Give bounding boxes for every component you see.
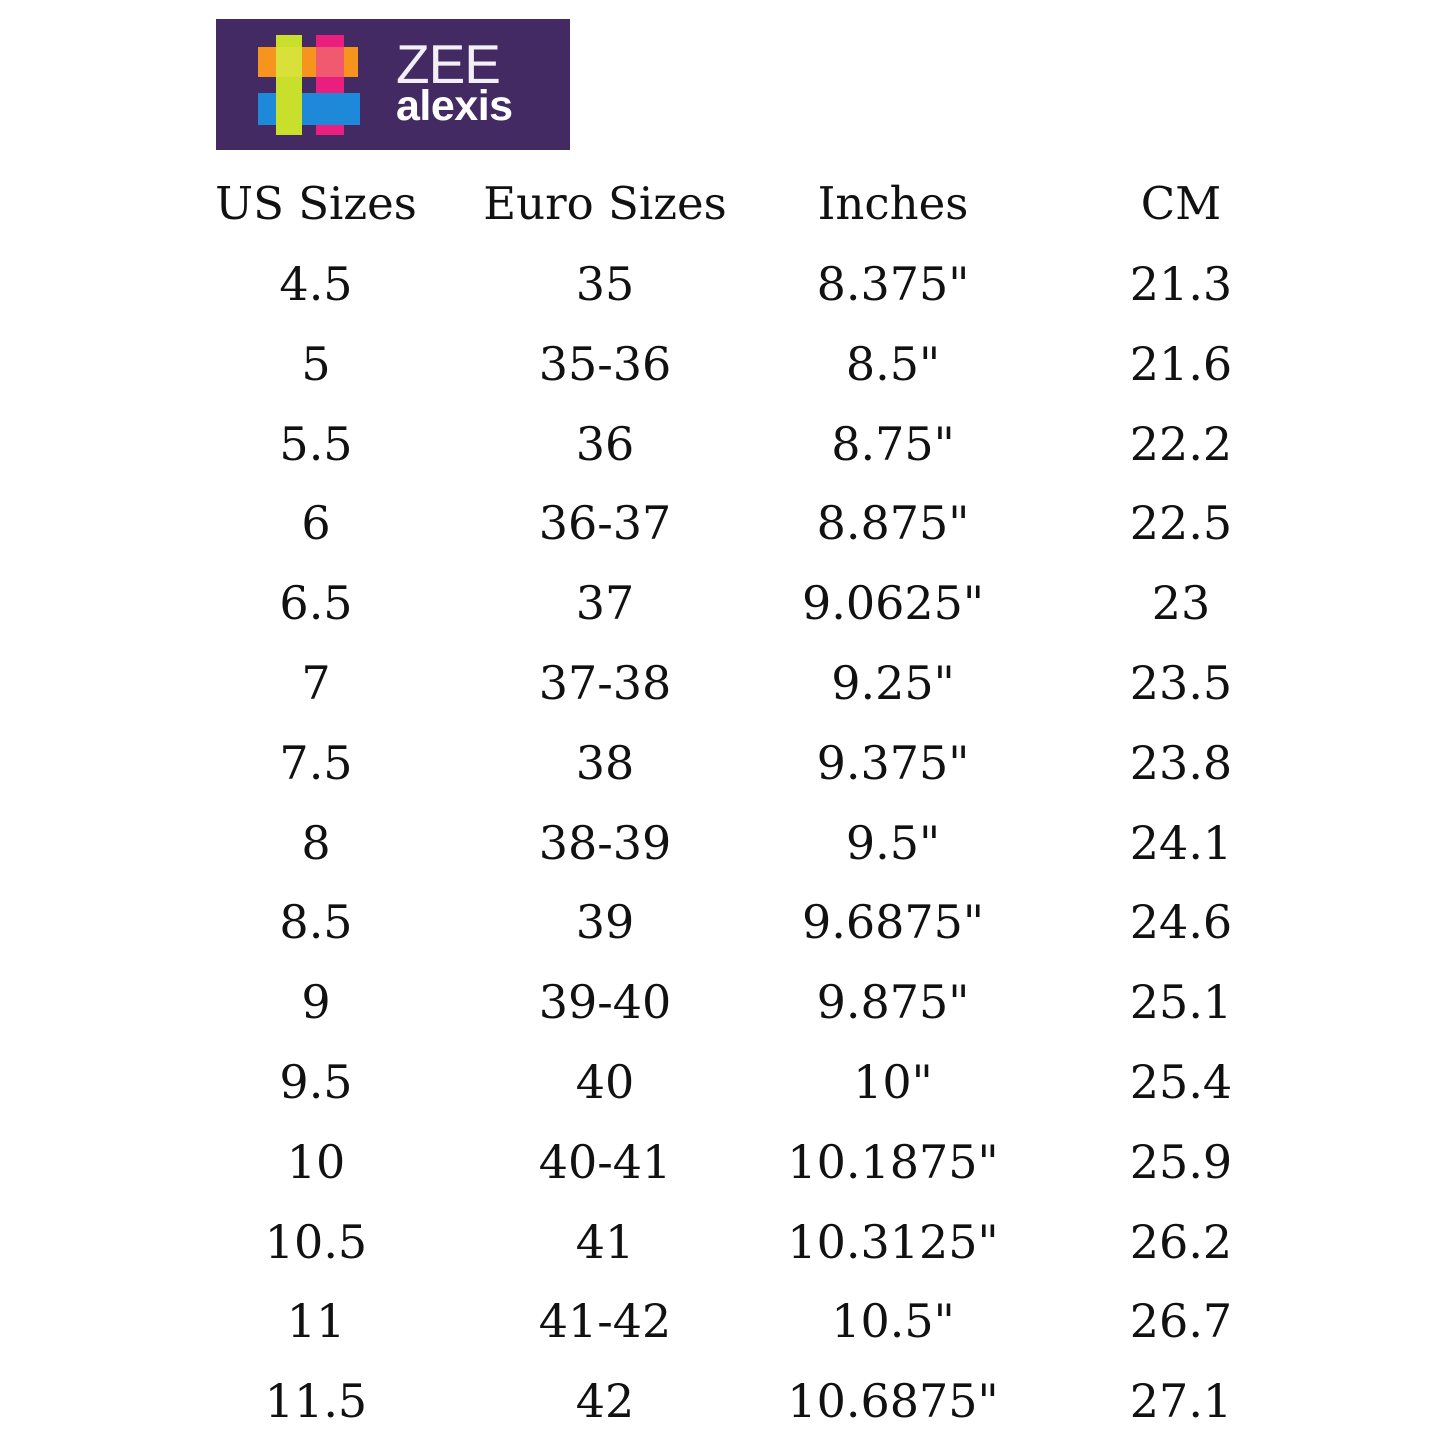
us-size-cell: 7 (301, 656, 331, 710)
us-size-cell: 9 (301, 975, 331, 1030)
us-size-cell: 10.5 (264, 1214, 368, 1269)
table-row (0, 563, 1440, 643)
table-row (0, 803, 1440, 883)
table-row (0, 1361, 1440, 1441)
inches-cell: 9.875" (816, 975, 970, 1030)
euro-size-cell: 41-42 (538, 1294, 672, 1349)
logo-line-zee: ZEE (396, 33, 500, 95)
cm-cell: 21.6 (1129, 336, 1233, 391)
cm-cell: 26.2 (1129, 1214, 1233, 1269)
table-row (0, 483, 1440, 563)
cm-cell: 21.3 (1129, 257, 1233, 311)
table-row (0, 882, 1440, 962)
euro-size-cell: 41 (575, 1214, 635, 1269)
euro-size-cell: 38-39 (538, 815, 672, 870)
inches-cell: 10.1875" (787, 1134, 999, 1189)
table-row (0, 962, 1440, 1042)
cm-cell: 25.4 (1129, 1055, 1233, 1109)
header-euro-sizes: Euro Sizes (483, 177, 727, 230)
us-size-cell: 11 (286, 1294, 346, 1349)
cm-cell: 23 (1151, 576, 1211, 631)
zee-alexis-logo (216, 19, 570, 150)
euro-size-cell: 40-41 (538, 1134, 672, 1189)
inches-cell: 9.5" (845, 815, 941, 870)
header-us-sizes: US Sizes (215, 177, 417, 230)
inches-cell: 8.75" (831, 416, 955, 471)
inches-cell: 10.6875" (787, 1374, 999, 1429)
table-row (0, 723, 1440, 803)
euro-size-cell: 42 (575, 1374, 635, 1429)
us-size-cell: 5.5 (279, 416, 353, 471)
logo-wordmark (396, 33, 513, 130)
inches-cell: 8.5" (845, 336, 941, 391)
us-size-cell: 4.5 (279, 257, 353, 311)
us-size-cell: 8 (301, 815, 331, 870)
inches-cell: 9.6875" (801, 895, 985, 950)
euro-size-cell: 37 (575, 576, 635, 631)
us-size-cell: 6.5 (279, 576, 353, 631)
inches-cell: 9.0625" (801, 576, 985, 631)
euro-size-cell: 37-38 (538, 656, 672, 710)
inches-cell: 8.875" (816, 496, 970, 551)
logo-line-alexis: alexis (396, 82, 513, 130)
us-size-cell: 7.5 (279, 735, 353, 790)
euro-size-cell: 35 (575, 257, 635, 311)
euro-size-cell: 36-37 (538, 496, 672, 551)
cm-cell: 22.2 (1129, 416, 1233, 471)
cm-cell: 27.1 (1129, 1374, 1233, 1429)
table-row (0, 324, 1440, 404)
table-row (0, 1122, 1440, 1202)
inches-cell: 9.25" (831, 656, 955, 710)
euro-size-cell: 39-40 (538, 975, 672, 1030)
inches-cell: 10.5" (831, 1294, 955, 1349)
inches-cell: 10.3125" (787, 1214, 999, 1269)
header-cm: CM (1140, 177, 1222, 230)
us-size-cell: 10 (286, 1134, 346, 1189)
euro-size-cell: 39 (575, 895, 635, 950)
us-size-cell: 11.5 (264, 1374, 368, 1429)
cm-cell: 22.5 (1129, 496, 1233, 551)
table-row (0, 1042, 1440, 1122)
cm-cell: 25.1 (1129, 975, 1233, 1030)
us-size-cell: 9.5 (279, 1055, 353, 1109)
cm-cell: 24.1 (1129, 815, 1233, 870)
euro-size-cell: 40 (575, 1055, 635, 1109)
inches-cell: 9.375" (816, 735, 970, 790)
table-row (0, 643, 1440, 723)
inches-cell: 8.375" (816, 257, 970, 311)
cm-cell: 24.6 (1129, 895, 1233, 950)
cm-cell: 23.5 (1129, 656, 1233, 710)
euro-size-cell: 35-36 (538, 336, 672, 391)
cm-cell: 26.7 (1129, 1294, 1233, 1349)
inches-cell: 10" (853, 1055, 933, 1109)
woven-ribbon-logo-icon (258, 35, 362, 135)
table-header-row (0, 164, 1440, 244)
cm-cell: 25.9 (1129, 1134, 1233, 1189)
us-size-cell: 8.5 (279, 895, 353, 950)
table-row (0, 244, 1440, 324)
us-size-cell: 6 (301, 496, 331, 551)
table-row (0, 1202, 1440, 1282)
table-row (0, 1281, 1440, 1361)
cm-cell: 23.8 (1129, 735, 1233, 790)
table-row (0, 404, 1440, 484)
euro-size-cell: 36 (575, 416, 635, 471)
header-inches: Inches (817, 177, 969, 230)
euro-size-cell: 38 (575, 735, 635, 790)
us-size-cell: 5 (301, 336, 331, 391)
